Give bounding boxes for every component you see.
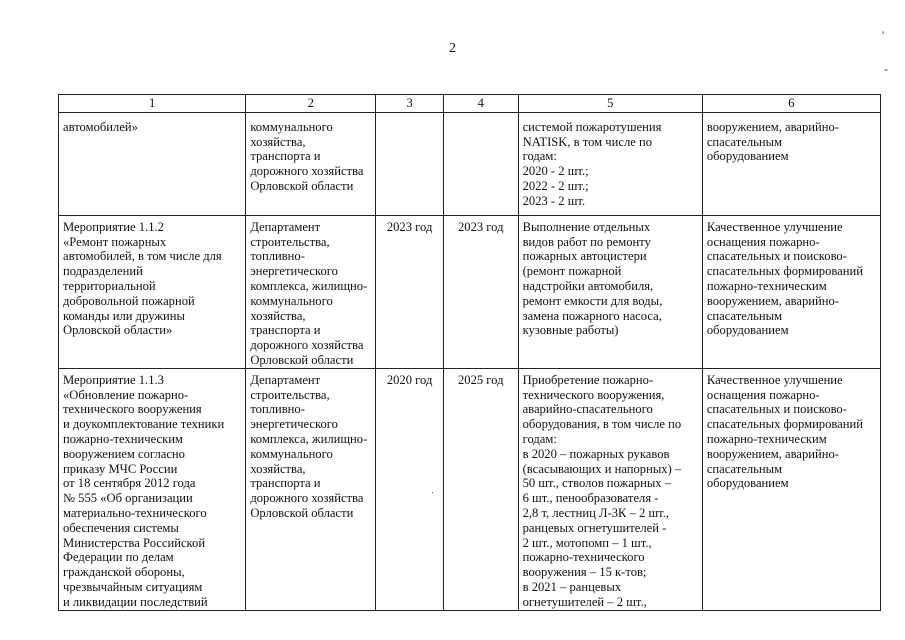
- scan-mark-right: -: [884, 62, 888, 76]
- end-year-cell: 2025 год: [443, 368, 518, 610]
- col-header-2: 2: [246, 95, 376, 113]
- table-row: [59, 112, 881, 215]
- measure-name-cell: автомобилей»: [59, 112, 246, 215]
- table-row: [59, 215, 881, 368]
- executor-cell: Департамент строительства, топливно- энергетического комплекса, жилищно- коммунального хозяйства, транспорта и дорожного хозяйства Орловской области: [246, 215, 376, 368]
- table-row: [59, 368, 881, 610]
- col-header-1: 1: [59, 95, 246, 113]
- end-year-cell: 2023 год: [443, 215, 518, 368]
- col-header-5: 5: [518, 95, 702, 113]
- col-header-3: 3: [376, 95, 444, 113]
- executor-cell: Департамент строительства, топливно- энергетического комплекса, жилищно- коммунального хозяйства, транспорта и дорожного хозяйства Орловской области: [246, 368, 376, 610]
- measure-name-cell: Мероприятие 1.1.2 «Ремонт пожарных автомобилей, в том числе для подразделений территориальной добровольной пожарной команды или дружины Орловской области»: [59, 215, 246, 368]
- end-year-cell: [443, 112, 518, 215]
- scan-mark-top: ': [882, 28, 885, 42]
- col-header-6: 6: [702, 95, 880, 113]
- start-year-cell: 2023 год: [376, 215, 444, 368]
- description-cell: Приобретение пожарно- технического вооружения, аварийно-спасательного оборудования, в том числе по годам: в 2020 – пожарных рукавов (всасывающих и напорных) – 50 шт., стволов пожарных – 6 шт., пенообразователя - 2,8 т, лестниц Л-3К – 2 шт., ранцевых огнетушителей - 2 шт., мотопомп – 1 шт., пожарно-технического вооружения – 15 к-тов; в 2021 – ранцевых огнетушителей – 2 шт.,: [518, 368, 702, 610]
- header-row: [59, 95, 881, 113]
- description-cell: Выполнение отдельных видов работ по ремонту пожарных автоцистери (ремонт пожарной надстройки автомобиля, ремонт емкости для воды, замена пожарного насоса, кузовные работы): [518, 215, 702, 368]
- executor-cell: коммунального хозяйства, транспорта и дорожного хозяйства Орловской области: [246, 112, 376, 215]
- description-cell: системой пожаротушения NATISK, в том числе по годам: 2020 - 2 шт.; 2022 - 2 шт.; 2023 - 2 шт.: [518, 112, 702, 215]
- scan-speck: [432, 492, 433, 493]
- result-cell: Качественное улучшение оснащения пожарно- спасательных и поисково- спасательных формирований пожарно-техническим вооружением, аварийно- спасательным оборудованием: [702, 368, 880, 610]
- result-cell: вооружением, аварийно- спасательным оборудованием: [702, 112, 880, 215]
- page-number: 2: [449, 41, 456, 56]
- start-year-cell: [376, 112, 444, 215]
- col-header-4: 4: [443, 95, 518, 113]
- measure-name-cell: Мероприятие 1.1.3 «Обновление пожарно- технического вооружения и доукомплектование техники пожарно-техническим вооружением согласно приказу МЧС России от 18 сентября 2012 года № 555 «Об организации материально-технического обеспечения системы Министерства Российской Федерации по делам гражданской обороны, чрезвычайным ситуациям и ликвидации последствий: [59, 368, 246, 610]
- result-cell: Качественное улучшение оснащения пожарно- спасательных и поисково- спасательных формирований пожарно-техническим вооружением, аварийно- спасательным оборудованием: [702, 215, 880, 368]
- measures-table: [58, 94, 881, 611]
- start-year-cell: 2020 год: [376, 368, 444, 610]
